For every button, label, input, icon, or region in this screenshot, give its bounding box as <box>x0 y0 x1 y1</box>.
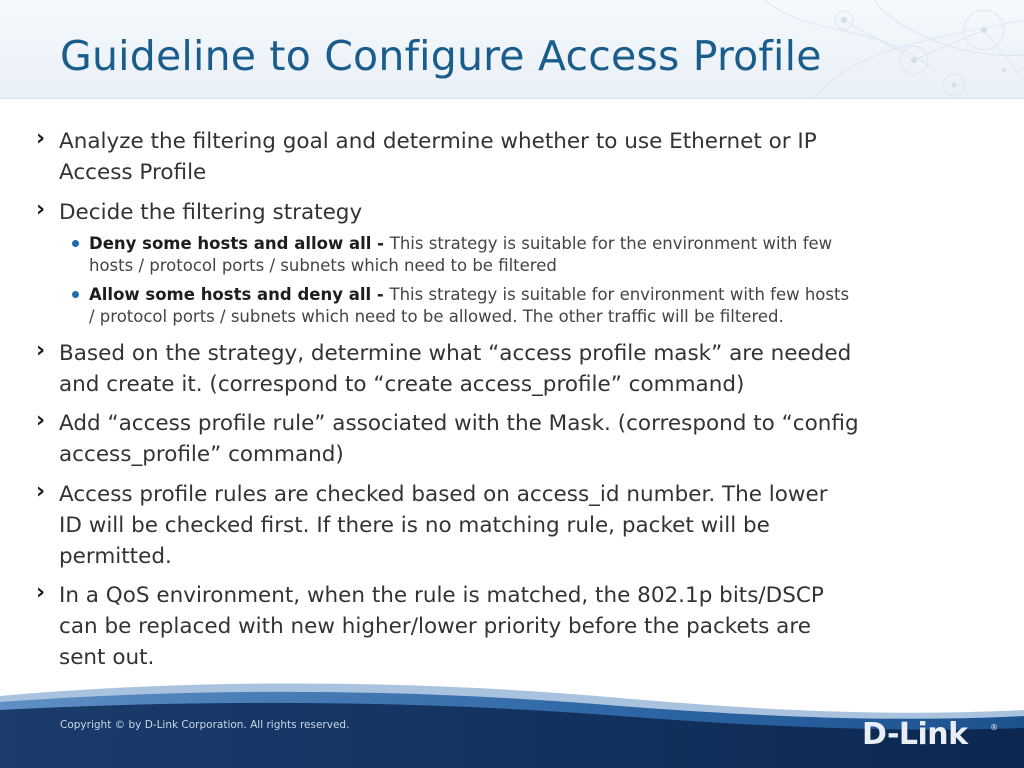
bullet-item <box>36 126 1019 188</box>
sub-bullet-text: This strategy is suitable for the environment with few <box>389 234 833 253</box>
header-band <box>0 0 1024 99</box>
bullet-line: Access Profile <box>59 160 207 185</box>
sub-bullet-line <box>72 233 1009 255</box>
sub-bullet-line: hosts / protocol ports / subnets which need to be filtered <box>89 256 557 275</box>
sub-bullet-line <box>72 284 1009 306</box>
sub-bullet-item <box>72 284 1009 328</box>
chevron-right-icon: › <box>36 338 46 363</box>
bullet-line: and create it. (correspond to “create access_profile” command) <box>59 372 745 397</box>
slide-title: Guideline to Configure Access Profile <box>60 32 822 80</box>
bullet-line: Add “access profile rule” associated with the Mask. (correspond to “config <box>59 411 859 436</box>
bullet-item <box>36 408 1019 470</box>
bullet-line: ID will be checked first. If there is no matching rule, packet will be <box>59 513 770 538</box>
sub-bullet-bold: Deny some hosts and allow all - <box>89 234 390 253</box>
chevron-right-icon: › <box>36 126 46 151</box>
bullet-line: permitted. <box>59 544 172 569</box>
dot-icon <box>72 240 79 247</box>
bullet-item <box>36 197 1019 228</box>
sub-bullet-bold: Allow some hosts and deny all - <box>89 285 390 304</box>
sub-bullet-line: / protocol ports / subnets which need to be allowed. The other traffic will be filtered. <box>89 307 784 326</box>
registered-mark: ® <box>990 723 998 732</box>
chevron-right-icon: › <box>36 197 46 222</box>
bullet-line: access_profile” command) <box>59 442 344 467</box>
sub-bullet-text: This strategy is suitable for environment with few hosts <box>389 285 850 304</box>
chevron-right-icon: › <box>36 408 46 433</box>
bullet-line: Analyze the filtering goal and determine whether to use Ethernet or IP <box>59 129 817 154</box>
bullet-line: Access profile rules are checked based on access_id number. The lower <box>59 482 828 507</box>
bullet-item <box>36 479 1019 572</box>
bullet-line: can be replaced with new higher/lower priority before the packets are <box>59 614 811 639</box>
bullet-line: sent out. <box>59 645 155 670</box>
bullet-line: In a QoS environment, when the rule is matched, the 802.1p bits/DSCP <box>59 583 824 608</box>
bullet-line: Based on the strategy, determine what “access profile mask” are needed <box>59 341 852 366</box>
bullet-item <box>36 338 1019 400</box>
copyright-text: Copyright © by D-Link Corporation. All rights reserved. <box>60 719 350 731</box>
dot-icon <box>72 291 79 298</box>
sub-bullet-item <box>72 233 1009 277</box>
bullet-item <box>36 580 1019 673</box>
dlink-logo: D-Link <box>862 717 968 752</box>
chevron-right-icon: › <box>36 580 46 605</box>
bullet-line: Decide the filtering strategy <box>59 200 363 225</box>
chevron-right-icon: › <box>36 479 46 504</box>
